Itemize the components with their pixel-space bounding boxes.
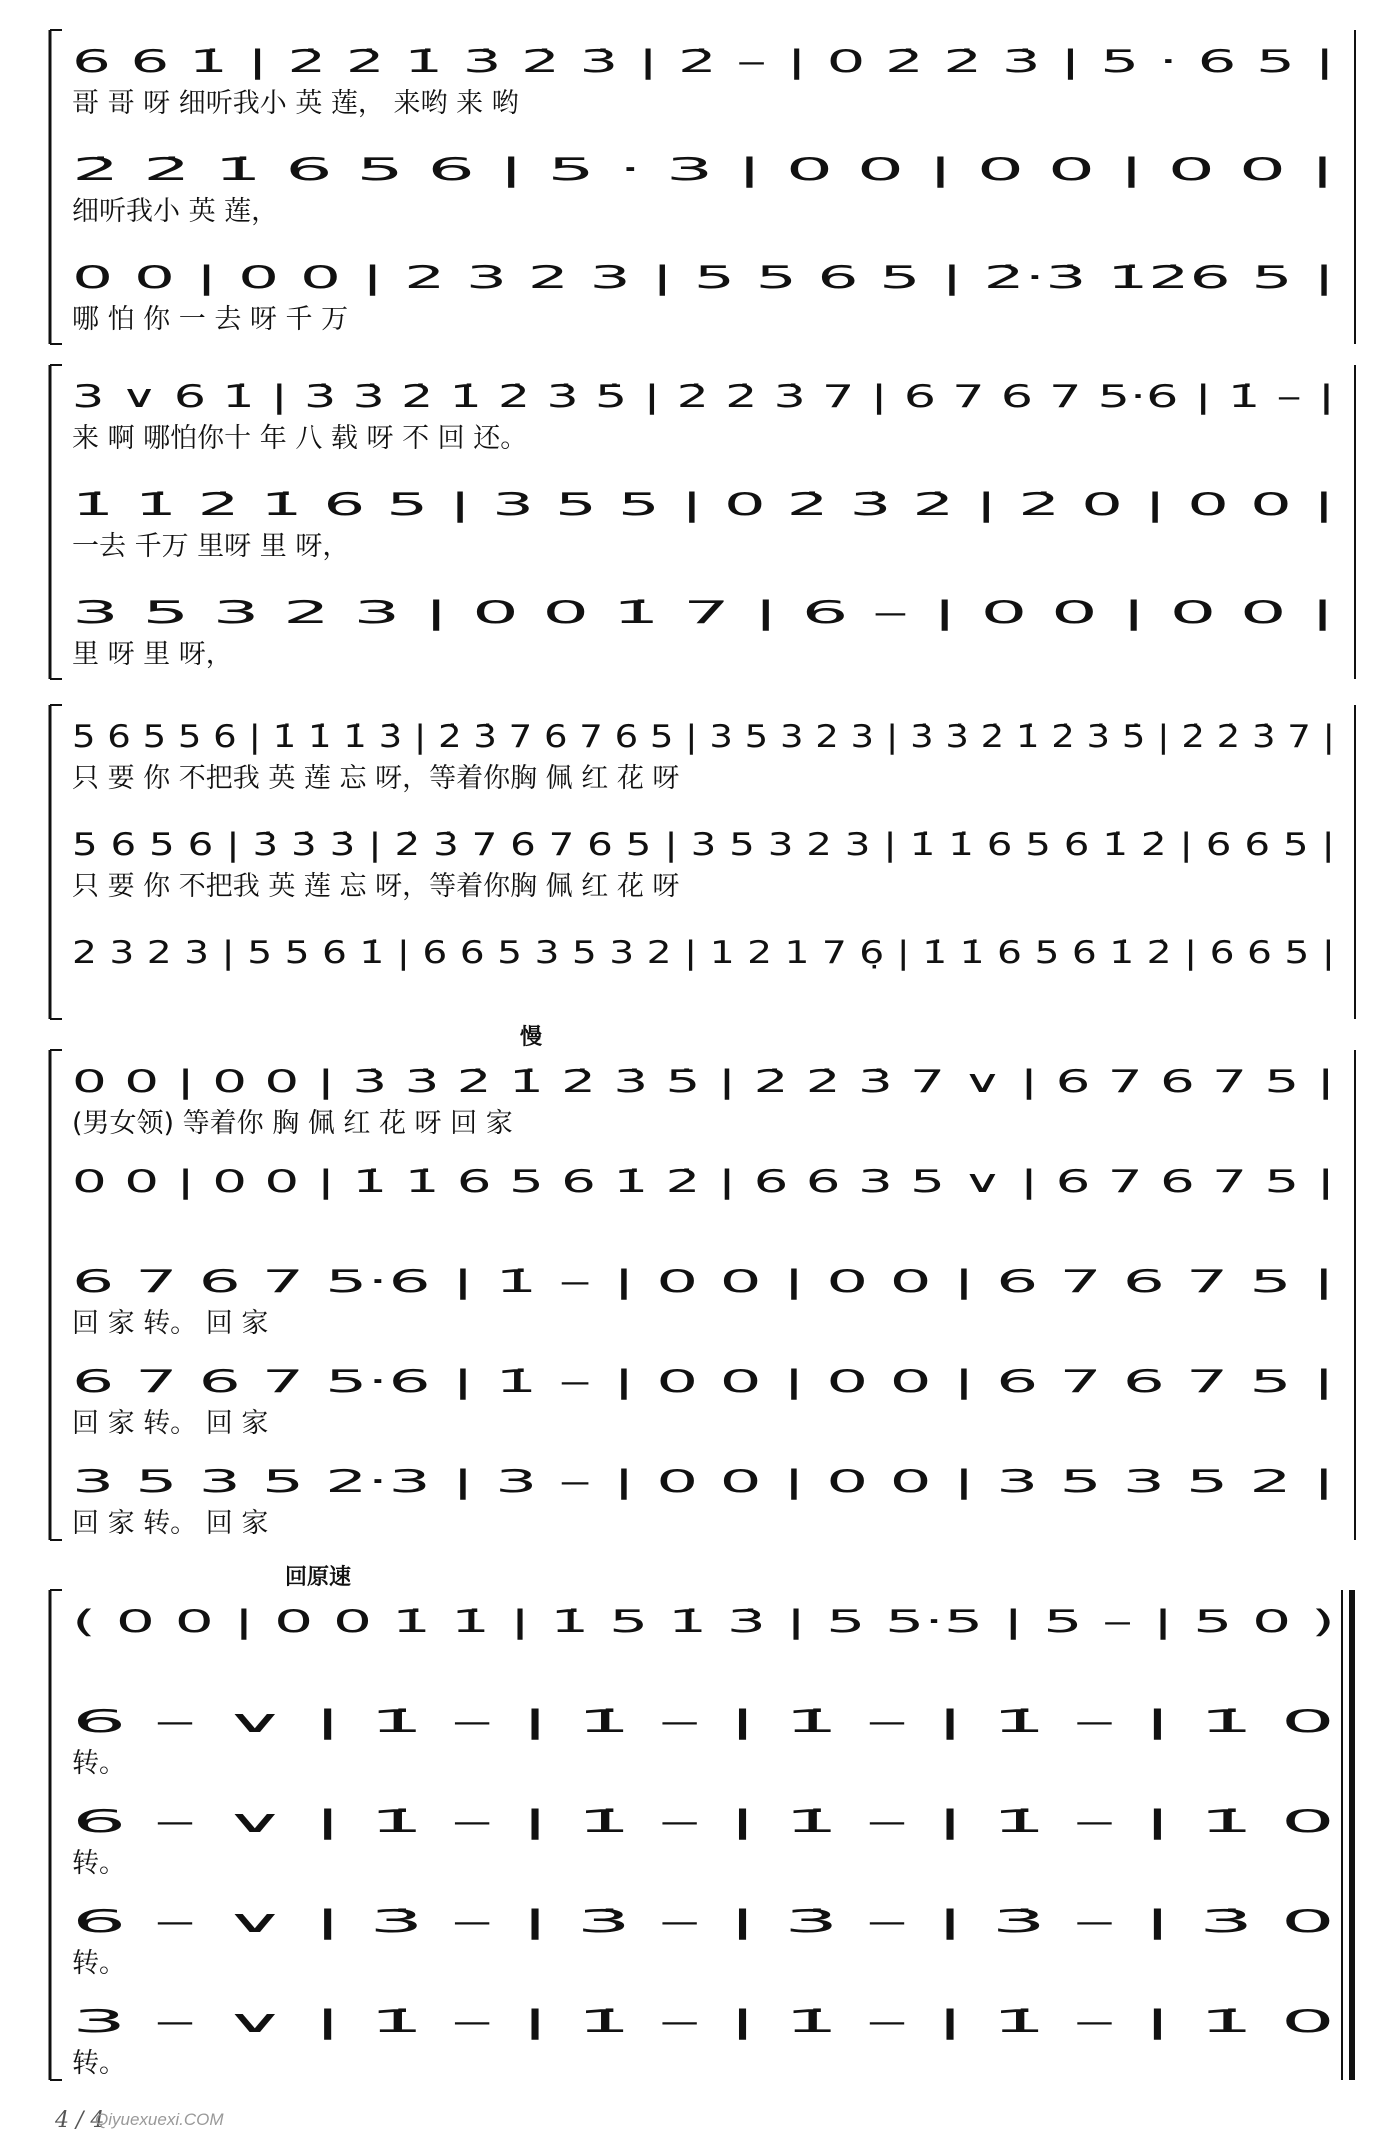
lyric-line: 细听我小 英 莲， [72, 196, 279, 227]
notation-line: 6 – ∨ | 1̇ – | 1̇ – | 1̇ – | 1̇ – | 1̇ 0 [72, 1804, 1335, 1840]
lyric-line: 回 家 转。 回 家 [72, 1408, 269, 1439]
notation-line: 6 7 6 7 5·6 | 1̇ – | 0 0 | 0 0 | 6 7 6 7 5 | [72, 1264, 1335, 1300]
notation-line: 3 ∨ 6 1̇ | 3̇ 3̇ 2̇ 1̇ 2̇ 3̇ 5̇ | 2̇ 2̇ 3̇ 7 | 6 7 6 7 5·6 | 1̇ – | [72, 379, 1335, 415]
notation-line: 2 3 2 3 | 5 5 6 1̇ | 6 6 5 3 5 3 2 | 1 2 1 7 6̣ | 1̇ 1̇ 6 5 6 1̇ 2̇ | 6 6 5 | [72, 935, 1335, 971]
lyric-line: 回 家 转。 回 家 [72, 1508, 269, 1539]
notation-line: 6 6 1̇ | 2̇ 2̇ 1̇ 3̇ 2̇ 3̇ | 2̇ – | 0 2̇ 2̇ 3̇ | 5 · 6 5 | [72, 44, 1335, 80]
lyric-line: 只 要 你 不把我 英 莲 忘 呀，等着你胸 佩 红 花 呀 [72, 871, 680, 902]
lyric-line: 来 啊 哪怕你十 年 八 载 呀 不 回 还。 [72, 423, 528, 454]
watermark: Qiyuexuexi.COM [95, 2110, 224, 2129]
notation-line: 1̇ 1̇ 2̇ 1̇ 6 5 | 3 5 5 | 0 2̇ 3̇ 2̇ | 2̇ 0 | 0 0 | [72, 487, 1335, 523]
notation-line: 5 6 5 6 | 3̇ 3̇ 3̇ | 2̇ 3̇ 7 6 7 6 5 | 3 5 3 2 3 | 1̇ 1̇ 6 5 6 1̇ 2̇ | 6 6 5 | [72, 827, 1335, 863]
lyric-line: 转。 [72, 1848, 126, 1879]
notation-line: 6 – ∨ | 3̇ – | 3̇ – | 3̇ – | 3̇ – | 3̇ 0 [72, 1904, 1335, 1940]
notation-line: 0 0 | 0 0 | 3̇ 3̇ 2̇ 1̇ 2̇ 3̇ 5̇ | 2̇ 2̇ 3̇ 7 ∨ | 6 7 6 7 5 | [72, 1064, 1335, 1100]
notation-line: 0 0 | 0 0 | 2 3 2 3 | 5 5 6 5 | 2̇·3̇ 1̇2̇6 5 | [72, 260, 1335, 296]
lyric-line: 只 要 你 不把我 英 莲 忘 呀，等着你胸 佩 红 花 呀 [72, 763, 680, 794]
lyric-line: (男女领) 等着你 胸 佩 红 花 呀 回 家 [72, 1108, 513, 1139]
lyric-line: 回 家 转。 回 家 [72, 1308, 269, 1339]
notation-line: 2̇ 2̇ 1̇ 6 5 6 | 5 · 3 | 0 0 | 0 0 | 0 0 | [72, 152, 1335, 188]
page-number: 4 / 4 [55, 2108, 105, 2133]
notation-line: ( 0 0 | 0 0 1̇ 1̇ | 1̇ 5 1̇ 3̇ | 5 5·5 | 5 – | 5 0 ) [72, 1604, 1335, 1640]
tempo-mark: 回原速 [285, 1565, 352, 1590]
lyric-line: 哥 哥 呀 细听我小 英 莲， 来哟 来 哟 [72, 88, 519, 119]
lyric-line: 哪 怕 你 一 去 呀 千 万 [72, 304, 349, 335]
lyric-line: 转。 [72, 2048, 126, 2079]
notation-line: 3 5 3 5 2·3 | 3 – | 0 0 | 0 0 | 3 5 3 5 2 | [72, 1464, 1335, 1500]
lyric-line: 转。 [72, 1748, 126, 1779]
lyric-line: 里 呀 里 呀， [72, 639, 233, 670]
notation-line: 5 6 5 5 6 | 1̇ 1̇ 1̇ 3̇ | 2̇ 3̇ 7 6 7 6 5 | 3 5 3 2 3 | 3̇ 3̇ 2̇ 1̇ 2̇ 3̇ 5̇ | 2̇ 2̇ 3̇ 7 | [72, 719, 1335, 755]
lyric-line: 一去 千万 里呀 里 呀， [72, 531, 350, 562]
tempo-mark: 慢 [520, 1025, 543, 1050]
notation-line: 6 – ∨ | 1̇ – | 1̇ – | 1̇ – | 1̇ – | 1̇ 0 [72, 1704, 1335, 1740]
notation-line: 3 5 3 2 3 | 0 0 1̇ 7 | 6 – | 0 0 | 0 0 | [72, 595, 1335, 631]
notation-line: 3 – ∨ | 1̇ – | 1̇ – | 1̇ – | 1̇ – | 1̇ 0 [72, 2004, 1335, 2040]
lyric-line: 转。 [72, 1948, 126, 1979]
notation-line: 0 0 | 0 0 | 1̇ 1̇ 6 5 6 1̇ 2̇ | 6 6 3 5 ∨ | 6 7 6 7 5 | [72, 1164, 1335, 1200]
notation-line: 6 7 6 7 5·6 | 1̇ – | 0 0 | 0 0 | 6 7 6 7 5 | [72, 1364, 1335, 1400]
